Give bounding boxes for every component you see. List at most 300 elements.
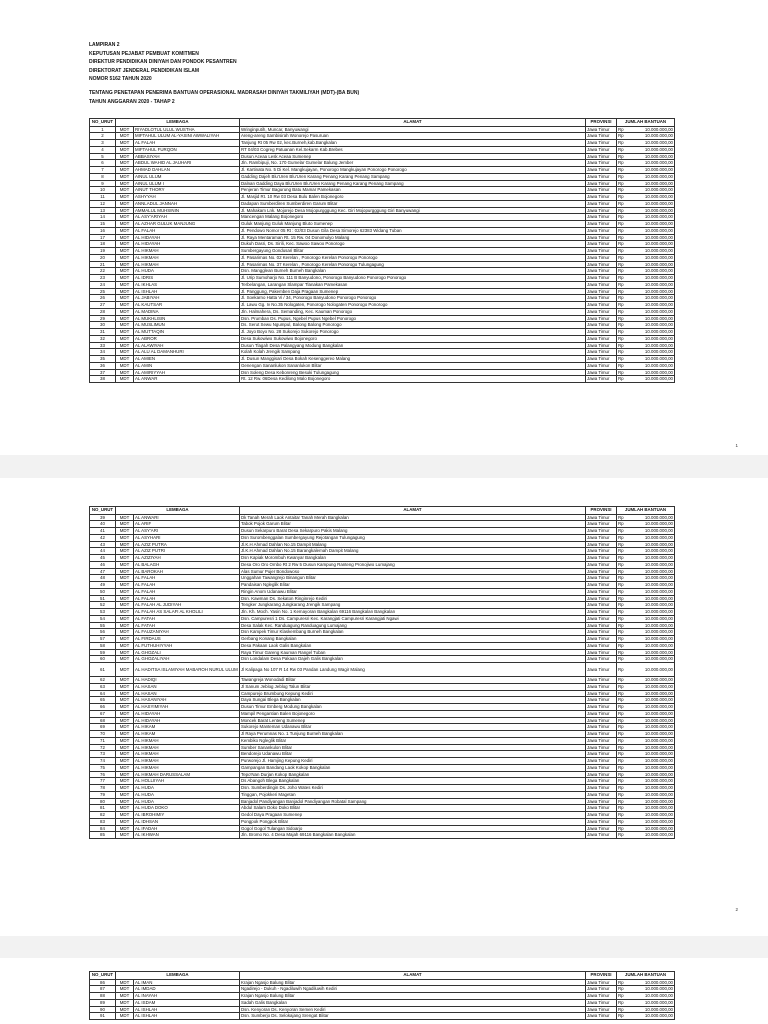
cell-no-urut: 1 — [90, 126, 116, 133]
cell-amount: 10.000.000,00 — [632, 744, 675, 751]
cell-currency: Rp — [617, 275, 632, 282]
cell-amount: 10.000.000,00 — [632, 133, 675, 140]
table-row — [90, 234, 675, 241]
table-row — [90, 986, 675, 993]
cell-type: MDT — [116, 528, 134, 535]
header-number: NOMOR 5162 TAHUN 2020 — [89, 76, 152, 83]
table-row — [90, 717, 675, 724]
cell-amount: 10.000.000,00 — [632, 731, 675, 738]
cell-amount: 10.000.000,00 — [632, 710, 675, 717]
cell-currency: Rp — [617, 602, 632, 609]
cell-no-urut: 89 — [90, 999, 116, 1006]
cell-provinsi: Jawa Timur — [586, 561, 617, 568]
cell-currency: Rp — [617, 214, 632, 221]
cell-alamat: Jl. Lawu Gg. Iv No.35 Nologaten, Ponorogo Nologaten Ponorogo Ponorogo — [240, 302, 586, 309]
cell-currency: Rp — [617, 329, 632, 336]
cell-no-urut: 76 — [90, 771, 116, 778]
cell-currency: Rp — [617, 656, 632, 663]
cell-lembaga: AL FALAH — [134, 582, 240, 589]
cell-lembaga: AL BAROKAH — [134, 568, 240, 575]
cell-type: MDT — [116, 315, 134, 322]
cell-amount: 10.000.000,00 — [632, 568, 675, 575]
cell-no-urut: 3 — [90, 140, 116, 147]
cell-provinsi: Jawa Timur — [586, 642, 617, 649]
table-row — [90, 261, 675, 268]
cell-type: MDT — [116, 555, 134, 562]
cell-provinsi: Jawa Timur — [586, 1006, 617, 1013]
cell-type: MDT — [116, 1006, 134, 1013]
cell-no-urut: 82 — [90, 812, 116, 819]
cell-currency: Rp — [617, 979, 632, 986]
cell-type: MDT — [116, 561, 134, 568]
table-row — [90, 825, 675, 832]
cell-currency: Rp — [617, 595, 632, 602]
cell-currency: Rp — [617, 642, 632, 649]
cell-alamat: Jln. Halmahera, Ds. Semanding, Kec. Kauman Ponorogo — [240, 308, 586, 315]
table-row — [90, 588, 675, 595]
cell-alamat: Kembiko Ngleglik Blitar — [240, 737, 586, 744]
cell-no-urut: 38 — [90, 376, 116, 383]
cell-type: MDT — [116, 207, 134, 214]
cell-alamat: Ds. Serut Sewu Ngumpul, Balong Balong Ponorogo — [240, 322, 586, 329]
cell-alamat: Jl. Raya Mentaraman Rt. 15 Rw. 04 Donomulyo Malang — [240, 234, 586, 241]
cell-provinsi: Jawa Timur — [586, 356, 617, 363]
cell-provinsi: Jawa Timur — [586, 302, 617, 309]
cell-alamat: Dsn. Sumberdingin Ds. Joho Wates Kediri — [240, 785, 586, 792]
table-row — [90, 798, 675, 805]
cell-type: MDT — [116, 160, 134, 167]
cell-provinsi: Jawa Timur — [586, 758, 617, 765]
cell-type: MDT — [116, 751, 134, 758]
cell-amount: 10.000.000,00 — [632, 999, 675, 1006]
cell-provinsi: Jawa Timur — [586, 541, 617, 548]
table-row — [90, 771, 675, 778]
cell-type: MDT — [116, 322, 134, 329]
table-row — [90, 812, 675, 819]
cell-lembaga: AL IMDAD — [134, 986, 240, 993]
cell-alamat: Jln. Rambipuji, No. 170 Gumelar Gumelar Balung Jember — [240, 160, 586, 167]
cell-alamat: Dsn Surombenggalan Sumbergayung Rejotangan Tulungagung — [240, 534, 586, 541]
cell-amount: 10.000.000,00 — [632, 528, 675, 535]
cell-currency: Rp — [617, 308, 632, 315]
cell-type: MDT — [116, 548, 134, 555]
cell-type: MDT — [116, 126, 134, 133]
cell-amount: 10.000.000,00 — [632, 677, 675, 684]
cell-amount: 10.000.000,00 — [632, 986, 675, 993]
cell-amount: 10.000.000,00 — [632, 514, 675, 521]
cell-currency: Rp — [617, 288, 632, 295]
table-row — [90, 622, 675, 629]
cell-alamat: Jl. Soekarno Hatta Vi / 34, Ponorogo Banyudono Ponorogo Ponorogo — [240, 295, 586, 302]
cell-provinsi: Jawa Timur — [586, 146, 617, 153]
cell-alamat: Jl.K.H Ahmad Dahlan No.15 Dampit Malang — [240, 541, 586, 548]
cell-currency: Rp — [617, 636, 632, 643]
cell-amount: 10.000.000,00 — [632, 609, 675, 616]
cell-provinsi: Jawa Timur — [586, 376, 617, 383]
cell-amount: 10.000.000,00 — [632, 322, 675, 329]
cell-no-urut: 53 — [90, 609, 116, 616]
cell-amount: 10.000.000,00 — [632, 649, 675, 656]
cell-no-urut: 37 — [90, 369, 116, 376]
cell-type: MDT — [116, 710, 134, 717]
cell-currency: Rp — [617, 548, 632, 555]
cell-no-urut: 79 — [90, 791, 116, 798]
cell-no-urut: 62 — [90, 677, 116, 684]
cell-type: MDT — [116, 302, 134, 309]
cell-currency: Rp — [617, 710, 632, 717]
table-row — [90, 362, 675, 369]
cell-alamat: Desa Oro Oro Ombo Rt 2 Rw 5 Dusun Kampung Ranteng Pronojiwo Lumajang — [240, 561, 586, 568]
table-row — [90, 636, 675, 643]
cell-no-urut: 45 — [90, 555, 116, 562]
cell-no-urut: 43 — [90, 541, 116, 548]
table-row — [90, 642, 675, 649]
cell-amount: 10.000.000,00 — [632, 200, 675, 207]
cell-amount: 10.000.000,00 — [632, 629, 675, 636]
cell-alamat: Gadding Dajeh Blu'Uren Blu'Uren Karang Penang Karang Penang Sampang — [240, 173, 586, 180]
table-row — [90, 221, 675, 228]
page-number: 1 — [735, 443, 738, 448]
cell-currency: Rp — [617, 818, 632, 825]
cell-type: MDT — [116, 595, 134, 602]
header-no-urut: NO_URUT — [90, 507, 116, 515]
cell-amount: 10.000.000,00 — [632, 302, 675, 309]
cell-no-urut: 8 — [90, 173, 116, 180]
cell-amount: 10.000.000,00 — [632, 126, 675, 133]
cell-alamat: Jl. Pasarimas No. 37 Kerelan , Ponorogo Kerelan Ponorogo Tulungagung — [240, 261, 586, 268]
cell-alamat: Dusun Aceaa Lesk Aceaa Sumenep — [240, 153, 586, 160]
cell-alamat: Dadapan Sumberdiren Sumberdiren Garum Blitar — [240, 200, 586, 207]
cell-currency: Rp — [617, 541, 632, 548]
cell-no-urut: 34 — [90, 349, 116, 356]
cell-type: MDT — [116, 771, 134, 778]
cell-lembaga: ANNLADUL JANNAH — [134, 200, 240, 207]
cell-provinsi: Jawa Timur — [586, 568, 617, 575]
cell-type: MDT — [116, 656, 134, 663]
header-alamat: ALAMAT — [240, 972, 586, 980]
cell-lembaga: AL ALAWIYAH — [134, 342, 240, 349]
cell-alamat: Krajan Ngasjo Balung Blitar — [240, 993, 586, 1000]
cell-lembaga: ABDUL WAHID AL JAUHARI — [134, 160, 240, 167]
cell-no-urut: 13 — [90, 207, 116, 214]
cell-amount: 10.000.000,00 — [632, 764, 675, 771]
cell-lembaga: AL HIDAYAH — [134, 241, 240, 248]
cell-provinsi: Jawa Timur — [586, 268, 617, 275]
cell-type: MDT — [116, 356, 134, 363]
cell-alamat: Dsn. Sumberjo Ds. Selokajang Srengat Blitar — [240, 1013, 586, 1020]
cell-provinsi: Jawa Timur — [586, 227, 617, 234]
cell-lembaga: AL HIDAYAH — [134, 717, 240, 724]
cell-no-urut: 48 — [90, 575, 116, 582]
header-alamat: ALAMAT — [240, 119, 586, 127]
document-page-3 — [0, 958, 768, 1024]
cell-alamat: Abdul Salam Doko Doko Blitar — [240, 805, 586, 812]
cell-amount: 10.000.000,00 — [632, 582, 675, 589]
cell-no-urut: 55 — [90, 622, 116, 629]
cell-no-urut: 49 — [90, 582, 116, 589]
cell-currency: Rp — [617, 140, 632, 147]
table-row — [90, 979, 675, 986]
cell-provinsi: Jawa Timur — [586, 281, 617, 288]
cell-type: MDT — [116, 153, 134, 160]
cell-alamat: Mancengan Malang Bojonegoro — [240, 214, 586, 221]
cell-alamat: Moncek Barat Lenteng Sumenep — [240, 717, 586, 724]
table-row — [90, 302, 675, 309]
cell-amount: 10.000.000,00 — [632, 602, 675, 609]
cell-alamat: Jln. Kh. Moch. Yasin No. 1 Kemayoran Bangkalan 69116 Bangkalan Bangkalan — [240, 609, 586, 616]
cell-alamat: Purworejo Jl. Hamjing Kepung Kediri — [240, 758, 586, 765]
cell-amount: 10.000.000,00 — [632, 140, 675, 147]
cell-lembaga: AL HASAN — [134, 683, 240, 690]
header-decree: KEPUTUSAN PEJABAT PEMBUAT KOMITMEN — [89, 50, 199, 57]
table-row — [90, 778, 675, 785]
cell-amount: 10.000.000,00 — [632, 376, 675, 383]
cell-currency: Rp — [617, 805, 632, 812]
cell-no-urut: 24 — [90, 281, 116, 288]
cell-type: MDT — [116, 568, 134, 575]
cell-no-urut: 19 — [90, 248, 116, 255]
cell-alamat: Jl. Panggung, Pakemben Daja Pragaan Sumenep — [240, 288, 586, 295]
cell-amount: 10.000.000,00 — [632, 248, 675, 255]
table-row — [90, 724, 675, 731]
cell-lembaga: AL HADITSA ISLAMIYAH MABAROH NURUL ULUM — [134, 663, 240, 677]
table-row — [90, 349, 675, 356]
cell-type: MDT — [116, 214, 134, 221]
table-row — [90, 710, 675, 717]
cell-type: MDT — [116, 582, 134, 589]
cell-currency: Rp — [617, 751, 632, 758]
cell-type: MDT — [116, 724, 134, 731]
cell-amount: 10.000.000,00 — [632, 335, 675, 342]
cell-amount: 10.000.000,00 — [632, 832, 675, 839]
cell-type: MDT — [116, 649, 134, 656]
cell-amount: 10.000.000,00 — [632, 751, 675, 758]
table-row — [90, 649, 675, 656]
cell-lembaga: AL HIKMAH — [134, 758, 240, 765]
table-row — [90, 744, 675, 751]
cell-type: MDT — [116, 248, 134, 255]
cell-provinsi: Jawa Timur — [586, 690, 617, 697]
cell-no-urut: 36 — [90, 362, 116, 369]
cell-no-urut: 41 — [90, 528, 116, 535]
cell-currency: Rp — [617, 778, 632, 785]
cell-no-urut: 22 — [90, 268, 116, 275]
cell-amount: 10.000.000,00 — [632, 785, 675, 792]
table-row — [90, 369, 675, 376]
cell-alamat: Jl. Pasarimas No. 02 Kerelan , Ponorogo Kerelan Ponorogo Ponorogo — [240, 254, 586, 261]
cell-no-urut: 39 — [90, 514, 116, 521]
cell-alamat: Dsn. Kawman Ds. Sekaton Ringinrejo Kediri — [240, 595, 586, 602]
table-row — [90, 146, 675, 153]
cell-amount: 10.000.000,00 — [632, 234, 675, 241]
cell-type: MDT — [116, 261, 134, 268]
cell-no-urut: 40 — [90, 521, 116, 528]
cell-type: MDT — [116, 609, 134, 616]
cell-provinsi: Jawa Timur — [586, 234, 617, 241]
cell-lembaga: AMMALUL MUHSININ — [134, 207, 240, 214]
cell-alamat: Dukuh Dasri, Ds. Sirili, Kec. Sawoo Sawoo Ponorogo — [240, 241, 586, 248]
cell-no-urut: 77 — [90, 778, 116, 785]
cell-provinsi: Jawa Timur — [586, 724, 617, 731]
table-row — [90, 677, 675, 684]
cell-provinsi: Jawa Timur — [586, 812, 617, 819]
cell-provinsi: Jawa Timur — [586, 636, 617, 643]
cell-type: MDT — [116, 622, 134, 629]
cell-alamat: Daya Sungai Blega Bangkalan — [240, 697, 586, 704]
header-attachment: LAMPIRAN 2 — [89, 42, 120, 48]
cell-lembaga: AL AZIZIYAH — [134, 555, 240, 562]
cell-type: MDT — [116, 200, 134, 207]
cell-lembaga: AL IMAN — [134, 979, 240, 986]
cell-no-urut: 35 — [90, 356, 116, 363]
cell-type: MDT — [116, 281, 134, 288]
cell-type: MDT — [116, 308, 134, 315]
cell-amount: 10.000.000,00 — [632, 356, 675, 363]
cell-currency: Rp — [617, 986, 632, 993]
cell-no-urut: 63 — [90, 683, 116, 690]
cell-provinsi: Jawa Timur — [586, 818, 617, 825]
cell-amount: 10.000.000,00 — [632, 268, 675, 275]
cell-amount: 10.000.000,00 — [632, 636, 675, 643]
cell-currency: Rp — [617, 126, 632, 133]
cell-provinsi: Jawa Timur — [586, 349, 617, 356]
cell-no-urut: 57 — [90, 636, 116, 643]
cell-currency: Rp — [617, 281, 632, 288]
cell-lembaga: AL FALAH — [134, 227, 240, 234]
cell-currency: Rp — [617, 241, 632, 248]
cell-type: MDT — [116, 832, 134, 839]
table-row — [90, 561, 675, 568]
table-row — [90, 656, 675, 663]
cell-lembaga: AL HUDA — [134, 785, 240, 792]
cell-amount: 10.000.000,00 — [632, 575, 675, 582]
cell-no-urut: 84 — [90, 825, 116, 832]
cell-lembaga: AL FALAH — [134, 595, 240, 602]
cell-provinsi: Jawa Timur — [586, 180, 617, 187]
table-row — [90, 548, 675, 555]
cell-amount: 10.000.000,00 — [632, 281, 675, 288]
cell-lembaga: AL FALAH — [134, 588, 240, 595]
cell-no-urut: 66 — [90, 704, 116, 711]
table-row — [90, 227, 675, 234]
table-row — [90, 629, 675, 636]
cell-lembaga: AL KAUTSAR — [134, 302, 240, 309]
cell-currency: Rp — [617, 261, 632, 268]
cell-provinsi: Jawa Timur — [586, 248, 617, 255]
cell-type: MDT — [116, 825, 134, 832]
cell-alamat: Tinggan, Pojokkeri Magetan — [240, 791, 586, 798]
header-alamat: ALAMAT — [240, 507, 586, 515]
cell-provinsi: Jawa Timur — [586, 677, 617, 684]
cell-alamat: Alas Sumur Pujer Bondowoso — [240, 568, 586, 575]
cell-currency: Rp — [617, 622, 632, 629]
cell-provinsi: Jawa Timur — [586, 751, 617, 758]
table-row — [90, 214, 675, 221]
cell-type: MDT — [116, 805, 134, 812]
cell-currency: Rp — [617, 609, 632, 616]
cell-lembaga: AL ABROR — [134, 335, 240, 342]
cell-type: MDT — [116, 744, 134, 751]
table-row — [90, 180, 675, 187]
cell-no-urut: 78 — [90, 785, 116, 792]
cell-provinsi: Jawa Timur — [586, 315, 617, 322]
cell-lembaga: AL ASYHARI — [134, 534, 240, 541]
cell-type: MDT — [116, 818, 134, 825]
cell-provinsi: Jawa Timur — [586, 704, 617, 711]
cell-alamat: RT 04/03 Cogreg Patuanan Kel.Sekarm Kab.Brebes — [240, 146, 586, 153]
cell-provinsi: Jawa Timur — [586, 609, 617, 616]
cell-lembaga: AL HASANIYAH — [134, 697, 240, 704]
cell-provinsi: Jawa Timur — [586, 575, 617, 582]
table-row — [90, 187, 675, 194]
table-row — [90, 737, 675, 744]
cell-no-urut: 50 — [90, 588, 116, 595]
cell-no-urut: 17 — [90, 234, 116, 241]
cell-lembaga: AL FALAH AL JUDIYAH — [134, 602, 240, 609]
cell-no-urut: 88 — [90, 993, 116, 1000]
cell-provinsi: Jawa Timur — [586, 194, 617, 201]
header-jumlah-bantuan: JUMLAH BANTUAN — [617, 507, 675, 515]
cell-amount: 10.000.000,00 — [632, 818, 675, 825]
cell-no-urut: 90 — [90, 1006, 116, 1013]
cell-alamat: Jl Kalipaga No 107 R 14 Rw 03 Pandan Landung Wagir Malang — [240, 663, 586, 677]
cell-alamat: Jl. Kartinata No. 5 Di Kel. Mangkujayan, Ponorogo Mangkujayan Ponorogo Ponorogo — [240, 167, 586, 174]
cell-lembaga: AL HIKMAH — [134, 751, 240, 758]
cell-no-urut: 12 — [90, 200, 116, 207]
cell-alamat: Dsn. Kenyoran Ds. Kenyoran Semen Kediri — [240, 1006, 586, 1013]
cell-lembaga: AL FALAH AS SALAFI AL KHOLILI — [134, 609, 240, 616]
cell-amount: 10.000.000,00 — [632, 737, 675, 744]
cell-provinsi: Jawa Timur — [586, 153, 617, 160]
cell-amount: 10.000.000,00 — [632, 295, 675, 302]
table-row — [90, 268, 675, 275]
cell-currency: Rp — [617, 999, 632, 1006]
cell-no-urut: 67 — [90, 710, 116, 717]
cell-currency: Rp — [617, 731, 632, 738]
cell-amount: 10.000.000,00 — [632, 683, 675, 690]
cell-no-urut: 16 — [90, 227, 116, 234]
cell-provinsi: Jawa Timur — [586, 602, 617, 609]
cell-alamat: Tengker Jungkarang Jungkarang Jrengik Sampang — [240, 602, 586, 609]
cell-amount: 10.000.000,00 — [632, 555, 675, 562]
cell-amount: 10.000.000,00 — [632, 221, 675, 228]
cell-type: MDT — [116, 764, 134, 771]
cell-alamat: Genengan Sananlukon Sananlukon Blitar — [240, 362, 586, 369]
cell-type: MDT — [116, 173, 134, 180]
header-lembaga: LEMBAGA — [116, 119, 240, 127]
cell-type: MDT — [116, 288, 134, 295]
cell-type: MDT — [116, 642, 134, 649]
cell-currency: Rp — [617, 791, 632, 798]
table-row — [90, 241, 675, 248]
cell-currency: Rp — [617, 1006, 632, 1013]
table-header-row — [90, 507, 675, 515]
cell-provinsi: Jawa Timur — [586, 649, 617, 656]
cell-provinsi: Jawa Timur — [586, 167, 617, 174]
cell-currency: Rp — [617, 575, 632, 582]
cell-alamat: Tanjung Rt 05 Rw 02, kec.Burneh,kab.Bangkalan — [240, 140, 586, 147]
cell-currency: Rp — [617, 376, 632, 383]
cell-lembaga: AL BALAGH — [134, 561, 240, 568]
cell-provinsi: Jawa Timur — [586, 629, 617, 636]
cell-no-urut: 9 — [90, 180, 116, 187]
cell-amount: 10.000.000,00 — [632, 979, 675, 986]
cell-no-urut: 54 — [90, 615, 116, 622]
table-header-row — [90, 119, 675, 127]
cell-no-urut: 61 — [90, 663, 116, 677]
table-row — [90, 615, 675, 622]
cell-alamat: Gogol Gogol Tulangan Sidoarjo — [240, 825, 586, 832]
